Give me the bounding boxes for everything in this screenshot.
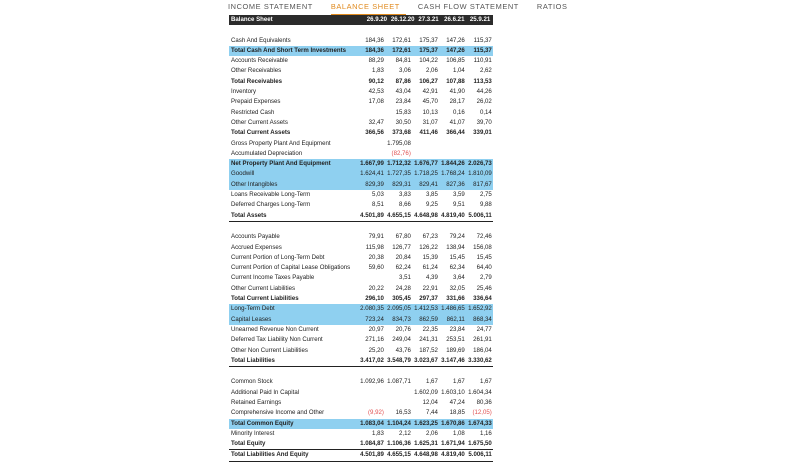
row-value: 9,51 — [452, 201, 465, 209]
row-value: 827,36 — [446, 180, 465, 188]
row-label: Capital Leases — [231, 315, 272, 323]
row-value: 336,64 — [473, 295, 492, 303]
row-label: Comprehensive Income and Other — [231, 409, 325, 417]
row-value: 868,34 — [473, 315, 492, 323]
row-value: 1.603,10 — [441, 388, 465, 396]
row-value: 305,45 — [392, 295, 411, 303]
row-value — [358, 149, 385, 159]
row-value: 4.655,15 — [387, 451, 411, 459]
row-value: 186,04 — [473, 346, 492, 354]
row-value: 175,37 — [419, 36, 438, 44]
row-value: 115,37 — [473, 36, 492, 44]
row-value: 67,80 — [395, 233, 411, 241]
row-value: 373,68 — [392, 129, 411, 137]
row-label: Gross Property Plant And Equipment — [231, 139, 331, 147]
row-value: 249,04 — [392, 336, 411, 344]
row-value: 67,23 — [422, 233, 438, 241]
table-row — [229, 243, 493, 253]
row-value: 147,26 — [446, 36, 465, 44]
row-value: 104,22 — [419, 57, 438, 65]
row-value: 3.548,79 — [387, 356, 411, 364]
row-value: 184,36 — [365, 46, 384, 54]
row-value: 156,08 — [473, 243, 492, 251]
tab-cash-flow-statement[interactable]: CASH FLOW STATEMENT — [417, 2, 519, 11]
row-value: 4.655,15 — [387, 211, 411, 219]
row-label: Goodwill — [231, 170, 255, 178]
table-row — [229, 263, 493, 273]
row-value — [358, 398, 385, 408]
table-row — [229, 325, 493, 335]
row-value: 7,44 — [425, 409, 438, 417]
row-value: 862,59 — [419, 315, 438, 323]
row-value: 88,29 — [368, 57, 384, 65]
row-label: Total Cash And Short Term Investments — [231, 46, 347, 54]
row-label: Other Current Assets — [231, 118, 288, 126]
row-value: 3,64 — [452, 274, 465, 282]
table-row — [229, 169, 493, 179]
table-row — [229, 128, 493, 138]
row-value: 1.671,94 — [441, 440, 465, 448]
row-value: 1,67 — [425, 378, 438, 386]
row-value: 1.768,24 — [441, 170, 465, 178]
row-value: 261,91 — [473, 336, 492, 344]
row-value: 241,31 — [419, 336, 438, 344]
table-row — [229, 273, 493, 283]
table-row — [229, 108, 493, 118]
row-value: 17,08 — [368, 98, 384, 106]
row-value: 23,84 — [449, 325, 465, 333]
row-value: 3.330,62 — [468, 356, 492, 364]
spacer-row — [229, 222, 493, 232]
row-value: 20,76 — [395, 325, 411, 333]
table-row — [229, 284, 493, 294]
row-value: 411,46 — [419, 129, 438, 137]
tab-income-statement[interactable]: INCOME STATEMENT — [228, 2, 313, 11]
row-value: 1,08 — [452, 429, 465, 437]
row-value: 20,38 — [368, 253, 384, 261]
spacer-row — [229, 25, 493, 35]
row-value: 189,69 — [446, 346, 465, 354]
table-row — [229, 149, 493, 159]
row-value: 1.795,08 — [387, 139, 411, 147]
row-value: 87,86 — [395, 77, 411, 85]
row-value: 43,04 — [395, 88, 411, 96]
row-value — [358, 273, 385, 283]
row-value: 15,83 — [395, 108, 411, 116]
row-value: 126,22 — [419, 243, 438, 251]
row-value: 3.147,46 — [441, 356, 465, 364]
table-row — [229, 439, 493, 450]
row-value: 2,06 — [425, 67, 438, 75]
row-value: 79,24 — [449, 233, 465, 241]
table-row — [229, 118, 493, 128]
row-value: 1.412,53 — [414, 305, 438, 313]
row-value: 1.104,24 — [387, 419, 411, 427]
row-value: 25,20 — [368, 346, 384, 354]
table-row — [229, 408, 493, 418]
row-value — [358, 108, 385, 118]
row-value: 1.624,41 — [360, 170, 384, 178]
row-value: 296,10 — [365, 295, 384, 303]
row-label: Total Assets — [231, 211, 267, 219]
row-value: 41,90 — [449, 88, 465, 96]
date-header: 26.6.21 — [444, 16, 465, 23]
row-value: 3,51 — [398, 274, 411, 282]
row-value: 42,91 — [422, 88, 438, 96]
row-value: 42,53 — [368, 88, 384, 96]
row-value: 12,04 — [422, 398, 438, 406]
row-value: 22,91 — [422, 284, 438, 292]
row-label: Unearned Revenue Non Current — [231, 325, 319, 333]
row-value: 2,79 — [479, 274, 492, 282]
row-label: Loans Receivable Long-Term — [231, 191, 311, 199]
row-value: 4.819,40 — [441, 211, 465, 219]
row-value: 23,84 — [395, 98, 411, 106]
table-row — [229, 398, 493, 408]
row-value: 4.648,98 — [414, 451, 438, 459]
row-label: Other Receivables — [231, 67, 282, 75]
row-value: 72,46 — [476, 233, 492, 241]
row-label: Additional Paid In Capital — [231, 388, 300, 396]
row-value: 44,26 — [476, 88, 492, 96]
row-value: 39,70 — [476, 118, 492, 126]
row-value: 147,26 — [446, 46, 465, 54]
row-value: 8,51 — [372, 201, 384, 209]
row-value: 1.674,33 — [468, 419, 492, 427]
date-header: 25.9.21 — [469, 16, 491, 23]
row-label: Accrued Expenses — [231, 243, 282, 251]
row-label: Current Portion of Capital Lease Obligations — [231, 264, 351, 272]
table-row — [229, 46, 493, 56]
row-value: (82,76) — [391, 149, 411, 157]
row-value: 24,77 — [476, 325, 492, 333]
row-value: 1.602,09 — [414, 388, 438, 396]
table-row — [229, 66, 493, 76]
row-value: 4,39 — [425, 274, 438, 282]
row-value — [439, 149, 466, 159]
row-value: 1.087,71 — [387, 378, 411, 386]
balance-sheet-table — [229, 15, 493, 462]
row-value: 829,39 — [365, 180, 384, 188]
row-value: 2,62 — [479, 67, 492, 75]
row-value: 1,16 — [479, 429, 492, 437]
table-row — [229, 335, 493, 345]
row-value: 1.667,99 — [360, 160, 384, 168]
table-row — [229, 232, 493, 242]
table-row — [229, 200, 493, 210]
row-value: 20,84 — [395, 253, 411, 261]
row-value — [358, 139, 385, 149]
row-value: 1.623,25 — [414, 419, 438, 427]
row-value: 45,70 — [422, 98, 438, 106]
row-value: 1,83 — [372, 429, 384, 437]
row-value: 59,60 — [368, 264, 384, 272]
table-row — [229, 377, 493, 387]
row-value: 115,37 — [473, 46, 492, 54]
row-value: (12,05) — [472, 409, 492, 417]
row-value: 79,91 — [368, 233, 384, 241]
row-value — [466, 149, 493, 159]
row-value — [412, 139, 439, 149]
row-value: (9,92) — [367, 409, 384, 417]
table-title: Balance Sheet — [231, 16, 273, 23]
row-value: 862,11 — [446, 315, 465, 323]
row-value: 829,31 — [392, 180, 411, 188]
row-value: 30,50 — [395, 118, 411, 126]
row-label: Accumulated Depreciation — [231, 149, 303, 157]
row-value: 4.648,98 — [414, 211, 438, 219]
row-value: 5,03 — [372, 191, 384, 199]
table-row — [229, 180, 493, 190]
table-row — [229, 253, 493, 263]
row-value: 3.023,67 — [414, 356, 438, 364]
row-value: 817,67 — [473, 180, 492, 188]
row-value: 62,34 — [449, 264, 465, 272]
row-label: Total Current Liabilities — [231, 295, 299, 303]
row-value: 187,52 — [419, 346, 438, 354]
row-value: 1.084,87 — [360, 440, 384, 448]
row-value: 8,66 — [398, 201, 411, 209]
row-value: 110,91 — [473, 57, 492, 65]
table-row — [229, 315, 493, 325]
row-value: 366,44 — [446, 129, 465, 137]
row-value: 1.083,04 — [360, 419, 384, 427]
row-value: 2.080,35 — [360, 305, 384, 313]
row-label: Total Liabilities And Equity — [231, 451, 309, 459]
row-value: 172,61 — [392, 46, 411, 54]
row-label: Inventory — [231, 88, 257, 96]
row-value: 113,53 — [473, 77, 492, 85]
row-value: 10,13 — [422, 108, 438, 116]
row-value: 26,02 — [476, 98, 492, 106]
row-value: 723,24 — [365, 315, 384, 323]
row-value: 3,83 — [398, 191, 411, 199]
row-value: 1.844,26 — [441, 160, 465, 168]
table-row — [229, 139, 493, 149]
row-value: 1,83 — [372, 67, 384, 75]
spacer-row — [229, 367, 493, 377]
row-value: 4.819,40 — [441, 451, 465, 459]
row-value: 253,51 — [446, 336, 465, 344]
row-value: 2,12 — [398, 429, 411, 437]
row-value: 1.727,35 — [387, 170, 411, 178]
date-header: 26.12.20 — [390, 16, 415, 23]
table-row — [229, 356, 493, 367]
table-row — [229, 97, 493, 107]
row-label: Retained Earnings — [231, 398, 282, 406]
table-row — [229, 36, 493, 46]
table-row — [229, 294, 493, 304]
row-label: Accounts Receivable — [231, 57, 288, 65]
row-value: 0,16 — [452, 108, 465, 116]
date-header: 26.9.20 — [366, 16, 388, 23]
row-value: 1,67 — [452, 378, 465, 386]
row-value: 9,25 — [425, 201, 438, 209]
row-value: 1.106,36 — [387, 440, 411, 448]
row-value: 5.006,11 — [468, 211, 492, 219]
row-value: 32,05 — [449, 284, 465, 292]
table-row — [229, 211, 493, 222]
row-value: 184,36 — [365, 36, 384, 44]
row-value: 43,76 — [395, 346, 411, 354]
row-value: 80,36 — [476, 398, 492, 406]
tab-balance-sheet[interactable]: BALANCE SHEET — [331, 0, 406, 15]
row-value: 138,94 — [446, 243, 465, 251]
row-value: 47,24 — [449, 398, 465, 406]
row-value: 829,41 — [419, 180, 438, 188]
row-value: 3,06 — [398, 67, 411, 75]
row-label: Total Current Assets — [231, 129, 291, 137]
row-value — [439, 139, 466, 149]
row-value: 1.718,25 — [414, 170, 438, 178]
row-value: 3,59 — [452, 191, 465, 199]
row-label: Other Intangibles — [231, 180, 278, 188]
table-row — [229, 304, 493, 314]
row-value: 20,22 — [368, 284, 384, 292]
row-value: 15,45 — [449, 253, 465, 261]
row-value: 331,66 — [446, 295, 465, 303]
row-value: 107,88 — [446, 77, 465, 85]
row-label: Total Liabilities — [231, 356, 275, 364]
row-value: 175,37 — [419, 46, 438, 54]
row-value: 4.501,89 — [360, 211, 384, 219]
row-label: Total Receivables — [231, 77, 283, 85]
row-value: 339,01 — [473, 129, 492, 137]
row-value — [412, 149, 439, 159]
row-label: Restricted Cash — [231, 108, 275, 116]
row-value: 2,06 — [425, 429, 438, 437]
row-value — [358, 388, 385, 398]
row-value — [385, 388, 412, 398]
row-label: Deferred Tax Liability Non Current — [231, 336, 323, 344]
table-row — [229, 419, 493, 429]
row-value: 1.625,31 — [414, 440, 438, 448]
row-value: 5.006,11 — [468, 451, 492, 459]
table-row — [229, 56, 493, 66]
row-label: Current Income Taxes Payable — [231, 274, 315, 282]
row-value: 297,37 — [419, 295, 438, 303]
row-value: 1.486,65 — [441, 305, 465, 313]
table-row — [229, 429, 493, 439]
row-label: Other Non Current Liabilities — [231, 346, 308, 354]
tab-ratios[interactable]: RATIOS — [536, 2, 568, 11]
row-value: 2,75 — [479, 191, 492, 199]
row-value: 106,85 — [446, 57, 465, 65]
row-value: 115,98 — [365, 243, 384, 251]
row-value: 61,24 — [422, 264, 438, 272]
row-value: 28,17 — [449, 98, 465, 106]
row-label: Common Stock — [231, 378, 273, 386]
row-label: Other Current Liabilities — [231, 284, 296, 292]
row-value: 15,39 — [422, 253, 438, 261]
row-value: 9,88 — [479, 201, 492, 209]
row-value: 1.712,32 — [387, 160, 411, 168]
table-row — [229, 190, 493, 200]
row-label: Total Common Equity — [231, 419, 294, 427]
row-label: Prepaid Expenses — [231, 98, 281, 106]
row-value: 41,07 — [449, 118, 465, 126]
row-value: 106,27 — [419, 77, 438, 85]
row-value: 16,53 — [395, 409, 411, 417]
row-value: 366,56 — [365, 129, 384, 137]
table-row — [229, 87, 493, 97]
row-value — [385, 398, 412, 408]
row-value: 1.652,92 — [468, 305, 492, 313]
row-value: 24,28 — [395, 284, 411, 292]
row-value: 1,67 — [479, 378, 492, 386]
row-value: 1,04 — [452, 67, 465, 75]
table-body — [229, 25, 493, 461]
row-value: 1.810,09 — [468, 170, 492, 178]
row-value: 4.501,89 — [360, 451, 384, 459]
row-value — [466, 139, 493, 149]
row-value: 2.095,05 — [387, 305, 411, 313]
row-value: 1.675,50 — [468, 440, 492, 448]
row-value: 126,77 — [392, 243, 411, 251]
row-label: Deferred Charges Long-Term — [231, 201, 311, 209]
table-row — [229, 388, 493, 398]
table-row — [229, 77, 493, 87]
row-value: 22,35 — [422, 325, 438, 333]
row-value: 15,45 — [476, 253, 492, 261]
row-label: Current Portion of Long-Term Debt — [231, 253, 325, 261]
row-value: 271,16 — [365, 336, 384, 344]
row-value: 31,07 — [422, 118, 438, 126]
row-value: 3.417,02 — [360, 356, 384, 364]
row-value: 3,85 — [425, 191, 438, 199]
date-header: 27.3.21 — [418, 16, 439, 23]
row-value: 62,24 — [395, 264, 411, 272]
table-row — [229, 450, 493, 461]
row-value: 18,85 — [449, 409, 465, 417]
row-value: 1.676,77 — [414, 160, 438, 168]
table-row — [229, 346, 493, 356]
row-value: 834,73 — [392, 315, 411, 323]
row-value: 84,81 — [395, 57, 411, 65]
row-value: 1.092,96 — [360, 378, 384, 386]
row-value: 32,47 — [368, 118, 384, 126]
row-label: Long-Term Debt — [231, 305, 275, 313]
row-value: 2.026,73 — [468, 160, 492, 168]
row-label: Minority Interest — [231, 429, 275, 437]
row-value: 20,97 — [368, 325, 384, 333]
row-value: 172,61 — [392, 36, 411, 44]
row-label: Accounts Payable — [231, 233, 280, 241]
row-label: Net Property Plant And Equipment — [231, 160, 331, 168]
row-value: 25,46 — [476, 284, 492, 292]
table-header-row — [229, 15, 493, 25]
row-label: Total Equity — [231, 440, 266, 448]
table-row — [229, 159, 493, 169]
row-value: 1.670,86 — [441, 419, 465, 427]
statement-tabs — [228, 0, 586, 15]
row-value: 64,40 — [476, 264, 492, 272]
row-value: 90,12 — [368, 77, 384, 85]
row-value: 1.604,34 — [468, 388, 492, 396]
row-label: Cash And Equivalents — [231, 36, 291, 44]
row-value: 0,14 — [479, 108, 492, 116]
